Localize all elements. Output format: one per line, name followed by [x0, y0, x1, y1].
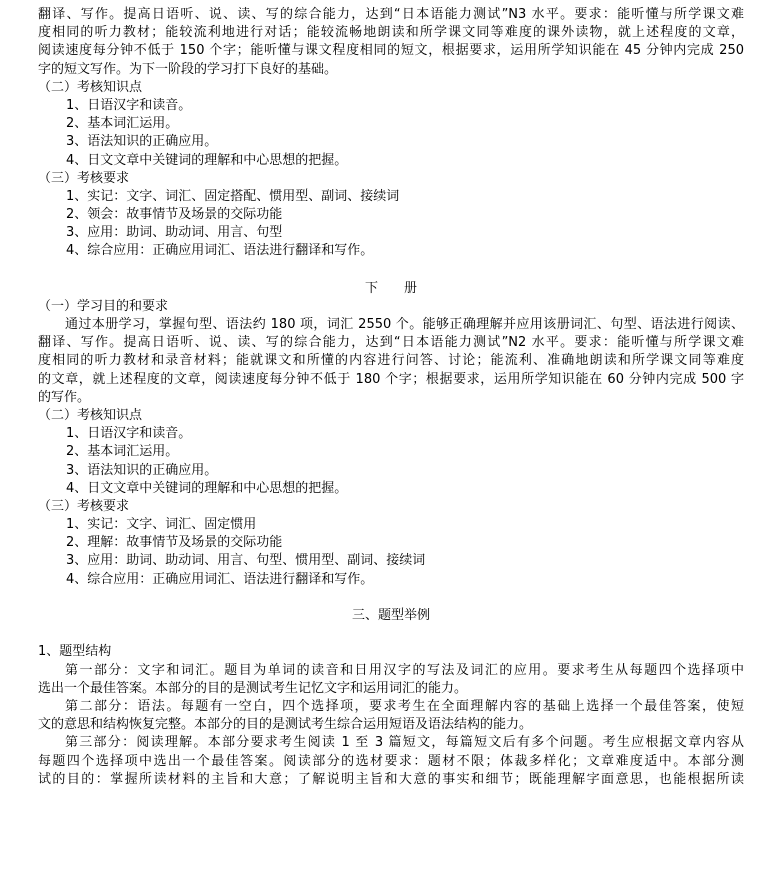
lower-goal-line: 翻译、写作。提高日语听、说、读、写的综合能力，达到“日本语能力测试”N2 水平。要求：能听懂与所学课文难: [38, 335, 744, 351]
lower-requirements-item: 1、实记：文字、词汇、固定惯用: [66, 517, 257, 533]
upper-requirements-item: 4、综合应用：正确应用词汇、语法进行翻译和写作。: [66, 243, 374, 259]
upper-knowledge-item: 4、日文文章中关键词的理解和中心思想的把握。: [66, 152, 348, 168]
spacer: [38, 589, 744, 607]
upper-knowledge-heading: （二）考核知识点: [38, 79, 143, 95]
upper-requirements-heading: （三）考核要求: [38, 170, 130, 186]
lower-goal-line: 的写作。: [38, 389, 91, 405]
document-page: [38, 6, 744, 789]
lower-goal-line: 度相同的听力教材和录音材料；能就课文和所懂的内容进行问答、讨论；能流利、准确地朗读和所学课文同等难度: [38, 353, 744, 369]
part3-line: 第三部分：阅读理解。本部分要求考生阅读 1 至 3 篇短文，每篇短文后有多个问题。考生应根据文章内容从: [65, 735, 744, 751]
spacer: [38, 625, 744, 643]
lower-knowledge-heading: （二）考核知识点: [38, 407, 143, 423]
lower-requirements-item: 2、理解：故事情节及场景的交际功能: [66, 535, 283, 551]
lower-goal-heading: （一）学习目的和要求: [38, 298, 169, 314]
lower-goal-line: 的文章，就上述程度的文章，阅读速度每分钟不低于 180 个字；根据要求，运用所学知识能在 60 分钟内完成 500 字: [38, 371, 744, 387]
part3-line: 每题四个选择项中选出一个最佳答案。阅读部分的选材要求：题材不限；体裁多样化；文章难度适中。本部分测: [38, 753, 744, 769]
lower-knowledge-item: 2、基本词汇运用。: [66, 444, 179, 460]
lower-knowledge-item: 1、日语汉字和读音。: [66, 426, 192, 442]
lower-goal-line: 通过本册学习，掌握句型、语法约 180 项，词汇 2550 个。能够正确理解并应用该册词汇、句型、语法进行阅读、: [65, 317, 744, 332]
upper-knowledge-item: 1、日语汉字和读音。: [66, 97, 192, 113]
lower-requirements-heading: （三）考核要求: [38, 498, 130, 514]
upper-requirements-item: 1、实记：文字、词汇、固定搭配、惯用型、副词、接续词: [66, 188, 400, 204]
upper-intro-line: 翻译、写作。提高日语听、说、读、写的综合能力，达到“日本语能力测试”N3 水平。要求：能听懂与所学课文难: [38, 7, 744, 22]
upper-intro-line: 度相同的听力教材；能较流利地进行对话；能较流畅地朗读和所学课文同等难度的课外读物，就上述程度的文章，: [38, 25, 744, 41]
lower-knowledge-item: 4、日文文章中关键词的理解和中心思想的把握。: [66, 480, 348, 496]
upper-requirements-item: 3、应用：助词、助动词、用言、句型: [66, 225, 283, 241]
lower-requirements-item: 4、综合应用：正确应用词汇、语法进行翻译和写作。: [66, 571, 374, 587]
structure-heading: 1、题型结构: [38, 644, 112, 660]
lower-knowledge-item: 3、语法知识的正确应用。: [66, 462, 218, 478]
part1-line: 选出一个最佳答案。本部分的目的是测试考生记忆文字和运用词汇的能力。: [38, 680, 468, 696]
part2-line: 文的意思和结构恢复完整。本部分的目的是测试考生综合运用短语及语法结构的能力。: [38, 717, 533, 733]
lower-volume-title: 下 册: [364, 280, 417, 296]
lower-requirements-item: 3、应用：助词、助动词、用言、句型、惯用型、副词、接续词: [66, 553, 426, 569]
part2-line: 第二部分：语法。每题有一空白，四个选择项，要求考生在全面理解内容的基础上选择一个最佳答案，使短: [65, 698, 744, 714]
part3-line: 试的目的：掌握所读材料的主旨和大意；了解说明主旨和大意的事实和细节；既能理解字面意思，也能根据所读: [38, 771, 744, 787]
part1-line: 第一部分：文字和词汇。题目为单词的读音和日用汉字的写法及词汇的应用。要求考生从每题四个选择项中: [65, 662, 744, 678]
section-three-title: 三、题型举例: [351, 608, 430, 623]
upper-knowledge-item: 2、基本词汇运用。: [66, 116, 179, 132]
spacer: [38, 261, 744, 280]
upper-knowledge-item: 3、语法知识的正确应用。: [66, 134, 218, 150]
upper-intro-line: 阅读速度每分钟不低于 150 个字；能听懂与课文程度相同的短文，根据要求，运用所学知识能在 45 分钟内完成 250: [38, 43, 744, 59]
upper-requirements-item: 2、领会：故事情节及场景的交际功能: [66, 207, 283, 223]
upper-intro-line: 字的短文写作。为下一阶段的学习打下良好的基础。: [38, 61, 338, 77]
